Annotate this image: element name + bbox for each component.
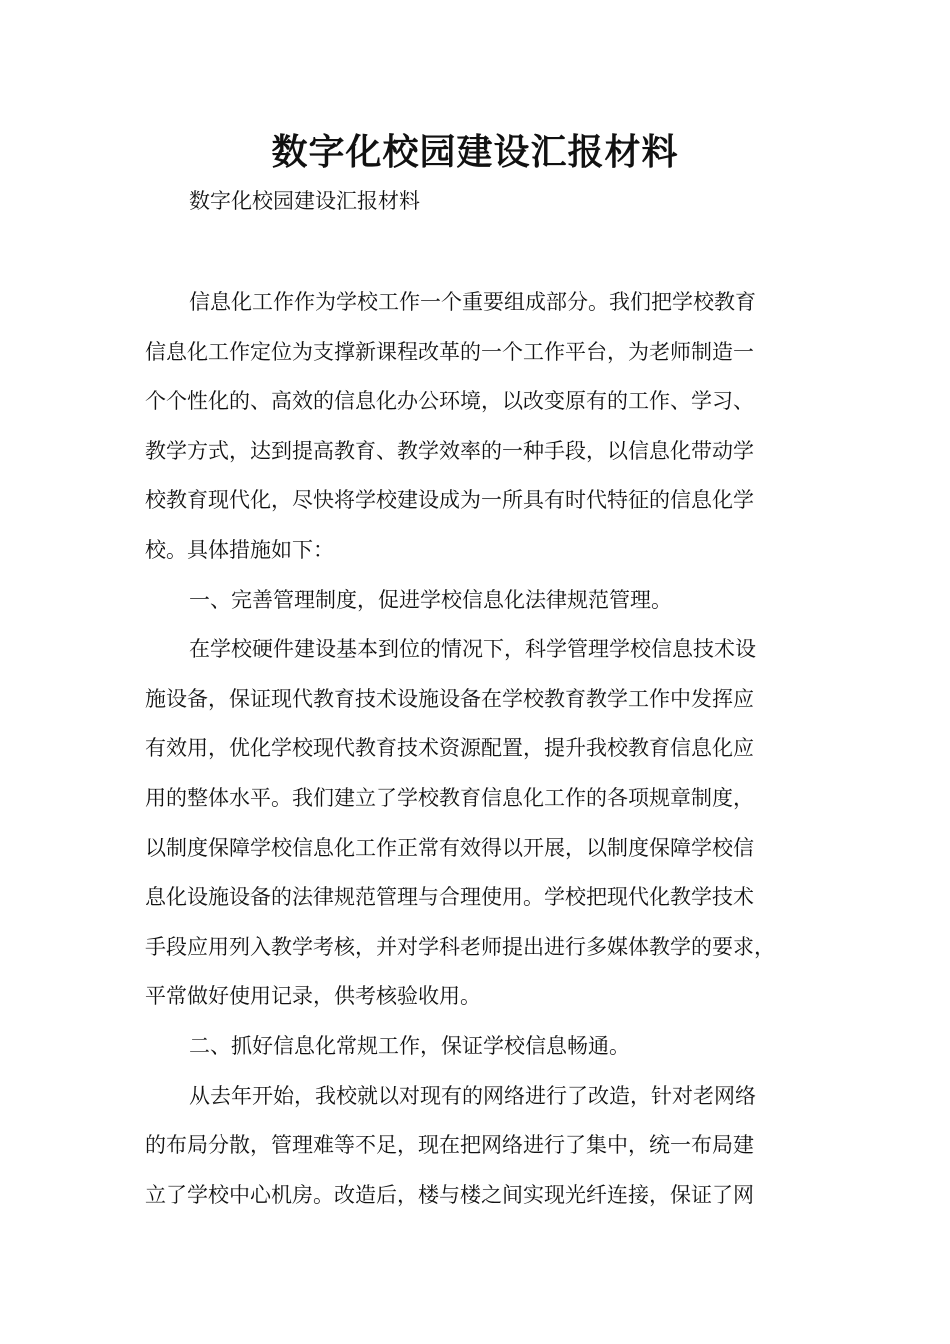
text-line: 平常做好使用记录，供考核验收用。	[145, 984, 481, 1008]
text-line: 以制度保障学校信息化工作正常有效得以开展，以制度保障学校信	[145, 836, 754, 860]
text-line: 校教育现代化，尽快将学校建设成为一所具有时代特征的信息化学	[145, 488, 754, 512]
text-line: 教学方式，达到提高教育、教学效率的一种手段，以信息化带动学	[145, 439, 754, 463]
document-subtitle: 数字化校园建设汇报材料	[189, 189, 420, 213]
text-line: 用的整体水平。我们建立了学校教育信息化工作的各项规章制度，	[145, 786, 754, 810]
text-line: 施设备，保证现代教育技术设施设备在学校教育教学工作中发挥应	[145, 687, 754, 711]
text-line: 信息化工作定位为支撑新课程改革的一个工作平台，为老师制造一	[145, 340, 754, 364]
section-heading: 二、抓好信息化常规工作，保证学校信息畅通。	[189, 1034, 630, 1058]
text-line: 信息化工作作为学校工作一个重要组成部分。我们把学校教育	[189, 290, 756, 314]
document-title: 数字化校园建设汇报材料	[271, 132, 679, 173]
text-line: 个个性化的、高效的信息化办公环境，以改变原有的工作、学习、	[145, 389, 754, 413]
text-line: 从去年开始，我校就以对现有的网络进行了改造，针对老网络	[189, 1084, 756, 1108]
text-line: 的布局分散，管理难等不足，现在把网络进行了集中，统一布局建	[145, 1133, 754, 1157]
text-line: 息化设施设备的法律规范管理与合理使用。学校把现代化教学技术	[145, 885, 754, 909]
section-heading: 一、完善管理制度，促进学校信息化法律规范管理。	[189, 588, 672, 612]
text-line: 校。具体措施如下：	[145, 538, 334, 562]
text-line: 在学校硬件建设基本到位的情况下，科学管理学校信息技术设	[189, 637, 756, 661]
text-line: 手段应用列入教学考核，并对学科老师提出进行多媒体教学的要求，	[145, 935, 775, 959]
text-line: 立了学校中心机房。改造后，楼与楼之间实现光纤连接，保证了网	[145, 1183, 754, 1207]
text-line: 有效用，优化学校现代教育技术资源配置，提升我校教育信息化应	[145, 736, 754, 760]
